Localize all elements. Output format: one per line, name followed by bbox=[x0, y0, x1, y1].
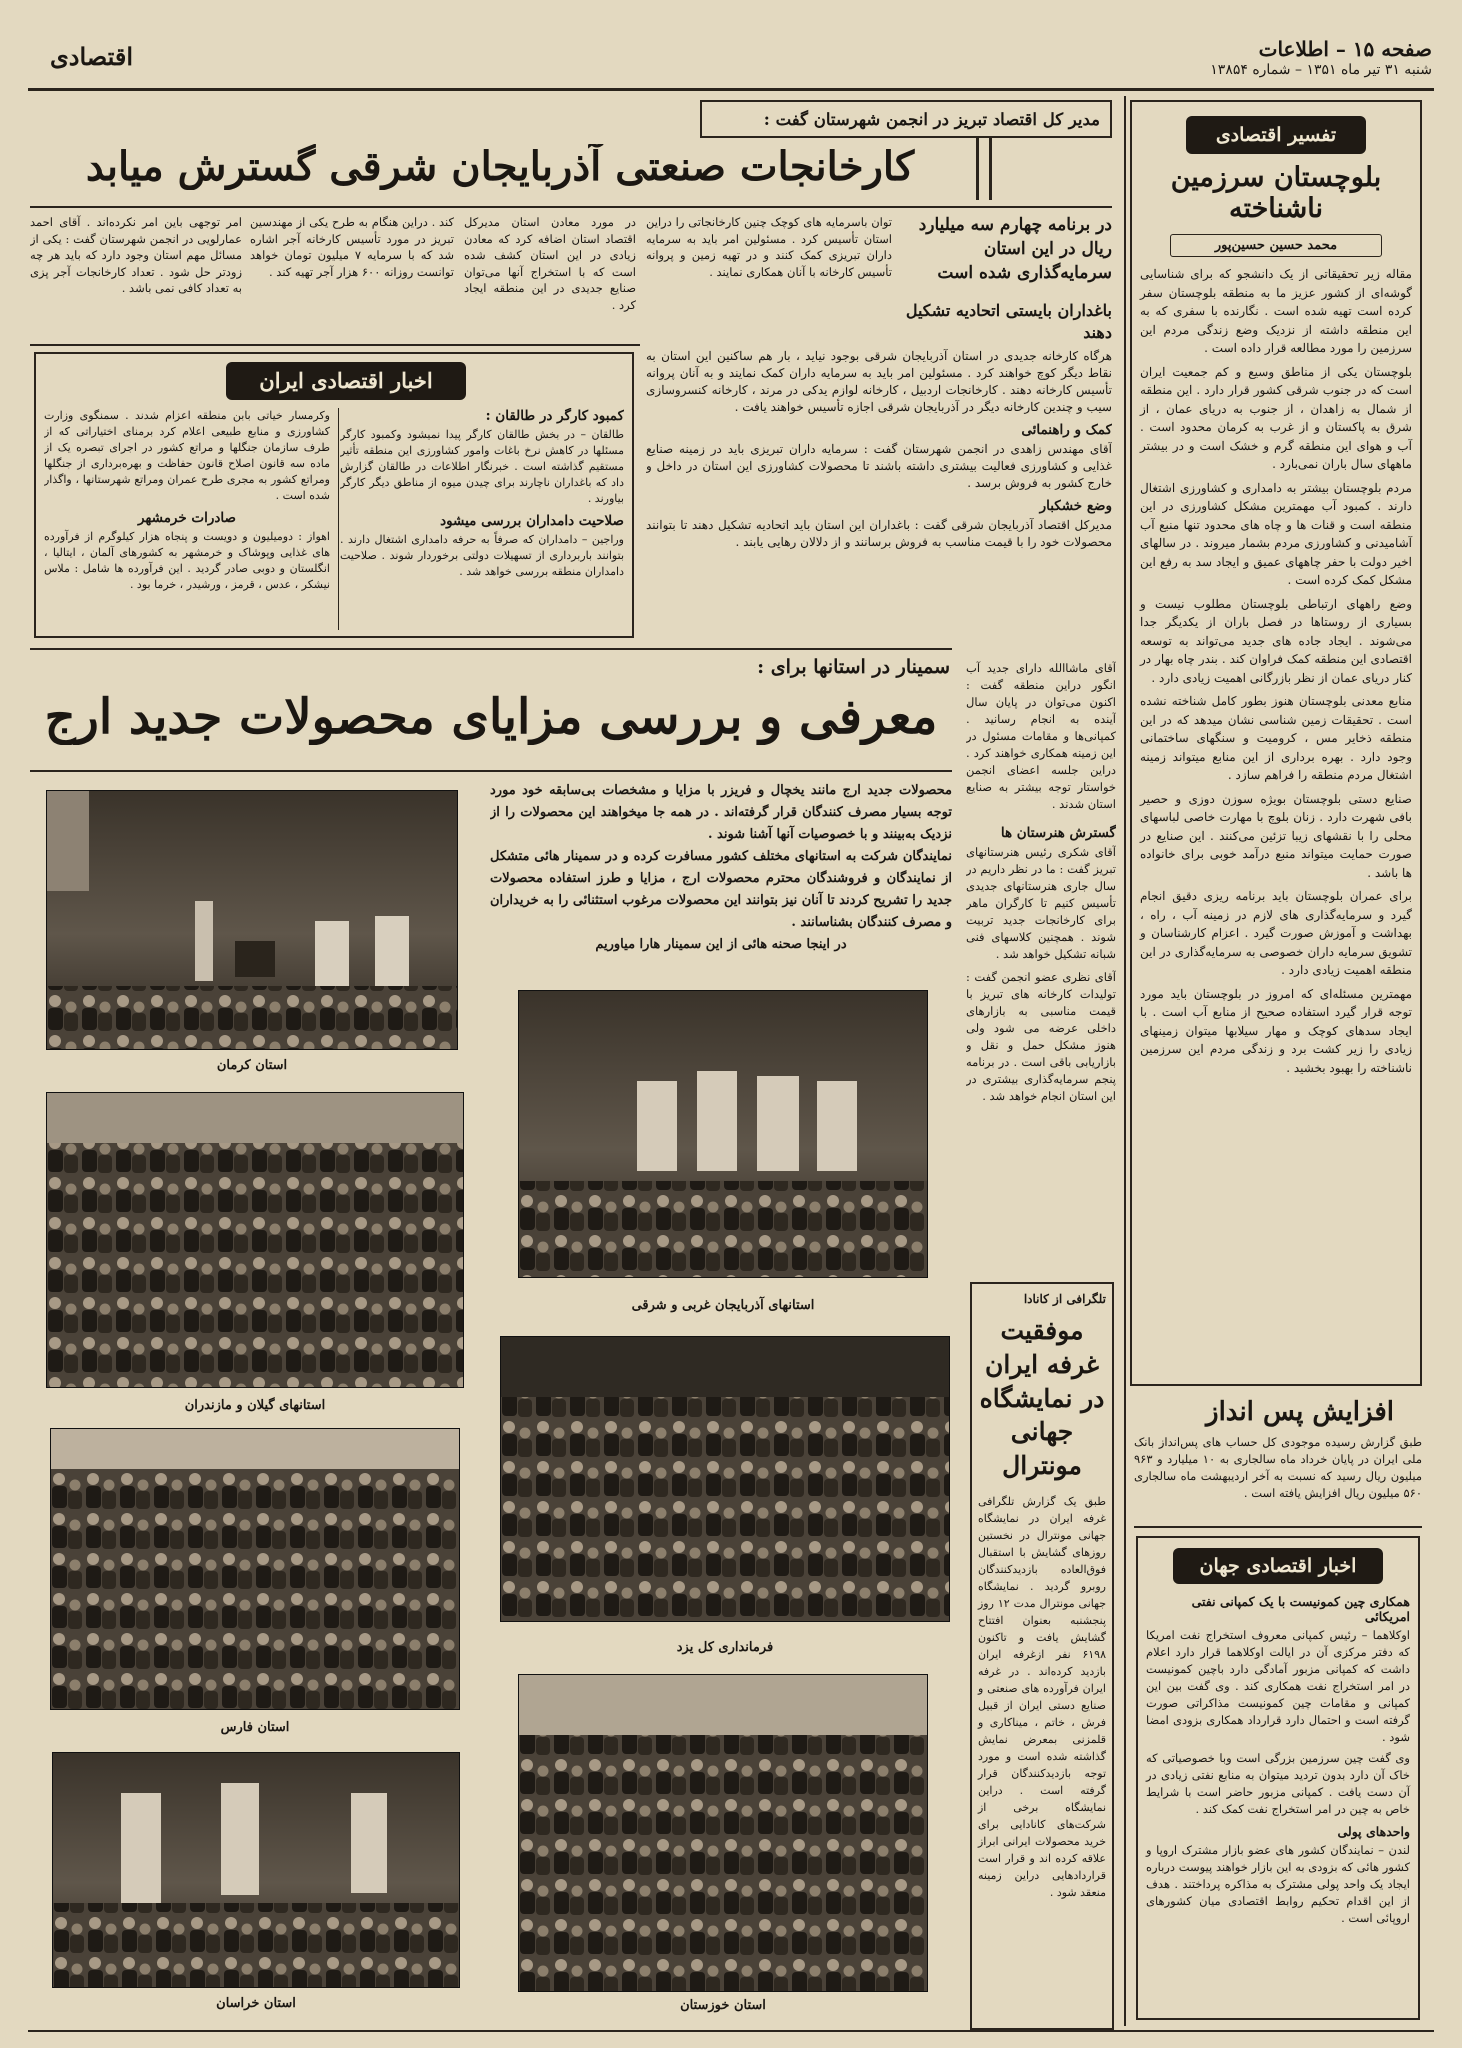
section-label: اقتصادی bbox=[50, 42, 133, 71]
tabriz-text: آقای ماشاالله دارای جدید آب انگور دراین منطقه گفت : اکنون می‌توان در پایان سال آینده به انجام رسانید . کمپانی‌ها و مقامات مسئول در این زمینه همکاری خواهند کرد . دراین جلسه اعضای انجمن خواستار توجه بیشتر به صنایع استان شدند . bbox=[966, 661, 1116, 811]
tabriz-col bbox=[646, 348, 1112, 648]
photo-khuzestan bbox=[518, 1674, 928, 1992]
baluchistan-paragraph: مهمترین مسئله‌ای که امروز در بلوچستان باید مورد توجه قرار گیرد استفاده صحیح از منابع آب است . با ایجاد سدهای کوچک و مهار سیلابها میتوان زمینهای زیادی را زیر کشت برد و زندگی مردم این سرزمین ناشناخته را بهبود بخشید . bbox=[1140, 986, 1412, 1075]
montreal-kicker: تلگرافی از کانادا bbox=[1023, 1292, 1106, 1306]
tabriz-text: در مورد معادن استان مدیرکل اقتصاد استان اضافه کرد که معادن زیادی در این استان کشف شده است که با استخراج آنها می‌توان صنایع جدیدی در این منطقه ایجاد کرد . bbox=[464, 215, 636, 312]
photo-yazd-image bbox=[500, 1337, 949, 1622]
tabriz-text: آقای مهندس زاهدی در انجمن شهرستان گفت : سرمایه داران تبریزی باید در زمینه صنایع غذایی و کشاورزی فعالیت بیشتری داشته باشند تا محصولات کشاورزی این استان در داخل و خارج کشور به فروش برسد . bbox=[646, 442, 1112, 490]
iran-news-item-body: طالقان – در بخش طالقان کارگر پیدا نمیشود وکمبود کارگر مسئلها در کاهش نرخ باغات وامور کشاورزی این منطقه تأثیر مستقیم گذاشته است . خبرنگار اطلاعات در طالقان گزارش داد که باغداران ناچارند برای چیدن میوه از مناطق دیگر کارگر بیاورند . bbox=[340, 428, 624, 505]
caption-azerbaijan: استانهای آذربایجان غربی و شرقی bbox=[631, 1298, 815, 1313]
iran-news-item-body: اهواز : دومیلیون و دویست و پنجاه هزار کیلوگرم از فرآورده های غذایی وپوشاک و خرمشهر به کشورهای آلمان ، ایتالیا ، انگلستان و دوبی صادر گردید . این فرآورده ها شامل : ملاس نیشکر ، عدس ، قرمز ، ورشیدر ، خرما بود . bbox=[44, 530, 330, 591]
photo-khorasan-image bbox=[52, 1753, 459, 1988]
tabriz-text: مدیرکل اقتصاد آذربایجان شرقی گفت : باغداران این استان باید اتحادیه تشکیل دهند تا بتوانند محصولات خود را با قیمت مناسب به فروش برسانند و از دلالان رهایی یابند . bbox=[646, 518, 1112, 549]
tabriz-text: هرگاه کارخانه جدیدی در استان آذربایجان شرقی بوجود نیاید ، بار هم ساکنین این استان به نقاط دیگر کوچ خواهند کرد . مسئولین امر باید به سرمایه داران کمک نمایند و به آنان پروانه تأسیس کارخانه دهند . کارخانجات اردبیل ، کارخانه لوازم یدکی در مرند ، کارخانه کنسروسازی سیب و چندین کارخانه دیگر در آذربایجان شرقی اجازه تأسیس خواهند یافت . bbox=[646, 349, 1112, 414]
iran-news-item-body: وکرمسار خیاتی بابن منطقه اعزام شدند . سمنگوی وزارت کشاورزی و منابع طبیعی اعلام کرد برمنای اختیاراتی که از طرف سازمان جنگلها و مراتع کشور در اجرای تبصره یک از ماده سه قانون اصلاح قانون حفاظت و بهره‌برداری از جنگلها ومراتع کشور به مجری طرح عمران ومراتع شهرستانها ، واگذار شده است . bbox=[44, 409, 330, 502]
savings-body: طبق گزارش رسیده موجودی کل حساب های پس‌انداز بانک ملی ایران در پایان خرداد ماه سالجاری به ۱۰ میلیارد و ۹۶۳ میلیون ریال رسید که نسبت به آخر اردیبهشت ماه سالجاری ۵۶۰ میلیون ریال افزایش یافته است . bbox=[1134, 1434, 1422, 1500]
baluchistan-paragraph: مردم بلوچستان بیشتر به دامداری و کشاورزی اشتغال دارند . کمبود آب مهمترین مشکل کشاورزی در این منطقه است و قنات ها و چاه های محدود تنها منبع آب آشامیدنی و کشاورزی مردم بشمار میروند . در سالهای اخیر دولت با حفر چاههای عمیق و ایجاد سد به رفع این مشکل کمک کرده است . bbox=[1140, 480, 1412, 588]
column-rule-right bbox=[1124, 96, 1126, 2026]
baluchistan-headline: بلوچستان سرزمین ناشناخته bbox=[1170, 162, 1382, 225]
tabriz-headline-block bbox=[30, 138, 1112, 204]
caption-fars: استان فارس bbox=[220, 1720, 290, 1735]
baluchistan-paragraph: وضع راههای ارتباطی بلوچستان مطلوب نیست و بسیاری از روستاها در فصل باران از یکدیگر جدا می‌شوند . ایجاد جاده های جدید می‌تواند به توسعه اقتصادی این منطقه کمک فراوان کند . بندر چاه بهار در کنار دریای عمان از نظر بازرگانی اهمیت زیادی دارد . bbox=[1140, 596, 1412, 685]
tabriz-text: کند . دراین هنگام به طرح یکی از مهندسین تبریز در مورد تأسیس کارخانه آجر اشاره شد که با سرمایه ۷ میلیون تومان خواهد توانست روزانه ۶۰۰ هزار آجر تهیه کند . bbox=[250, 215, 454, 279]
world-news-item-body: لندن – نمایندگان کشور های عضو بازار مشترک اروپا و کشور هائی که بزودی به این بازار خواهند پیوست درباره ایجاد یک واحد پولی مشترک به مذاکره پرداختند . هدف از این اقدام تحکیم روابط اقتصادی میان کشورهای اروپائی است . bbox=[1146, 1843, 1410, 1925]
photo-fars bbox=[50, 1428, 460, 1710]
photo-azerbaijan-image bbox=[518, 991, 927, 1278]
tabriz-text: توان باسرمایه های کوچک چنین کارخانجاتی را دراین استان تأسیس کرد . مسئولین امر باید به سرمایه داران تبریزی کمک کنند و در تهیه زمین و پروانه تأسیس کارخانه با آنان همکاری نمایند . bbox=[646, 215, 892, 279]
iran-news-item-title: کمبود کارگر در طالقان : bbox=[485, 408, 624, 424]
montreal-body: طبق یک گزارش تلگرافی غرفه ایران در نمایشگاه جهانی مونترال در نخستین روزهای گشایش با استقبال فوق‌العاده بازدیدکنندگان روبرو گردید . نمایشگاه جهانی مونترال مدت ۱۲ روز پنجشنبه بعنوان افتتاح گشایش یافت و تاکنون ۶۱۹۸ نفر ازغرفه ایران بازدید کرده‌اند . در غرفه ایران فرآورده های صنعتی و صنایع دستی ایران از قبیل فرش ، خاتم ، میناکاری و قلمزنی بمعرض نمایش گذاشته شده است و مورد توجه بازدیدکنندگان قرار گرفته است . دراین نمایشگاه برخی از شرکت‌های کانادایی برای خرید محصولات ایرانی ابراز علاقه کرده اند و قرار است قراردادهایی دراین زمینه منعقد شود . bbox=[978, 1494, 1106, 1899]
seminar-intro-text: در اینجا صحنه هائی از این سمینار هارا میاوریم bbox=[595, 937, 847, 952]
baluchistan-paragraph: برای عمران بلوچستان باید برنامه ریزی دقیق انجام گیرد و سرمایه‌گذاری های لازم در زمینه آب ، راه ، بهداشت و آموزش صورت گیرد . اعزام کارشناسان و تشویق سرمایه داران خصوصی به سرمایه‌گذاری در این منطقه اهمیت زیادی دارد . bbox=[1140, 889, 1412, 978]
baluchistan-paragraph: صنایع دستی بلوچستان بویژه سوزن دوزی و حصیر بافی شهرت دارد . زنان بلوچ با مهارت خاصی لباسهای محلی را با نقشهای زیبا تزئین می‌کنند . این صنایع در صورت حمایت میتواند منبع درآمد خوبی برای خانواده ها باشد . bbox=[1140, 791, 1412, 880]
tabriz-sub-heading: کمک و راهنمائی bbox=[1021, 422, 1112, 438]
savings-headline: افزایش پس انداز bbox=[1206, 1398, 1394, 1427]
world-news-title: اخبار اقتصادی جهان bbox=[1173, 1548, 1383, 1584]
caption-kerman: استان کرمان bbox=[216, 1058, 288, 1073]
montreal-headline: موفقیت غرفه ایران در نمایشگاه جهانی مونترال bbox=[979, 1316, 1105, 1480]
tabriz-kicker-box bbox=[700, 100, 1112, 138]
photo-yazd bbox=[500, 1336, 950, 1622]
baluchistan-paragraph: مقاله زیر تحقیقاتی از یک دانشجو که برای شناسایی گوشه‌ای از کشور عزیز ما به منطقه بلوچستان سفر کرده است تهیه شده است . نگارنده با سفری که به این منطقه داشته از نزدیک وضع زندگی مردم این سرزمین را مورد مطالعه قرار داده است . bbox=[1140, 267, 1412, 356]
photo-gilan bbox=[46, 1092, 464, 1388]
photo-fars-image bbox=[50, 1429, 459, 1710]
page-number-line: صفحه ۱۵ – اطلاعات bbox=[1258, 38, 1432, 60]
world-news-box bbox=[1136, 1536, 1420, 2020]
world-news-item-body: وی گفت چین سرزمین بزرگی است وبا خصوصیاتی که خاک آن دارد بدون تردید میتوان به منابع نفتی زیادی در آن دست یافت . کمپانی مزبور حاضر است با شرایط خاص به چین در امر استخراج نفت کمک کند . bbox=[1146, 1751, 1410, 1816]
iran-news-col-rule bbox=[338, 408, 339, 630]
photo-azerbaijan bbox=[518, 990, 928, 1278]
iran-news-title: اخبار اقتصادی ایران bbox=[226, 362, 466, 400]
seminar-kicker: سمینار در استانها برای : bbox=[757, 656, 950, 678]
seminar-top-rule bbox=[30, 648, 952, 650]
seminar-intro-text: نمایندگان شرکت به استانهای مختلف کشور مسافرت کرده و در سمینار هائی متشکل از نمایندگان و فروشندگان محترم محصولات ارج ، مزایا و طرز استفاده محصولات جدید را تشریح کردند تا آنان نیز بتوانند این محصولات مرغوب استثنائی را به خریداران و مصرف کنندگان بشناسانند . bbox=[490, 849, 952, 930]
tabriz-col bbox=[464, 214, 636, 338]
montreal-article bbox=[970, 1282, 1114, 2030]
headline-bars bbox=[976, 138, 992, 200]
baluchistan-paragraph: بلوچستان یکی از مناطق وسیع و کم جمعیت ایران است که در جنوب شرقی کشور قرار دارد . این منطقه از شمال به زاهدان ، از جنوب به دریای عمان ، از شرق به پاکستان و از غرب به کرمان محدود است . آب و هوای این منطقه گرم و خشک است و در بیشتر ماههای سال باران نمی‌بارد . bbox=[1140, 364, 1412, 472]
bottom-rule bbox=[28, 2030, 1434, 2032]
page-header bbox=[30, 34, 1432, 86]
iran-news-right-col bbox=[340, 408, 624, 634]
tabriz-col bbox=[30, 214, 242, 338]
tabriz-col bbox=[250, 214, 454, 338]
photo-kerman bbox=[46, 790, 458, 1050]
tabriz-sub-heading: وضع خشکبار bbox=[1039, 498, 1112, 514]
seminar-intro bbox=[490, 780, 952, 980]
tabriz-subhead-col bbox=[900, 300, 1112, 352]
tabriz-sub-heading: گسترش هنرستان ها bbox=[1000, 825, 1116, 841]
baluchistan-box-title: تفسیر اقتصادی bbox=[1186, 116, 1366, 154]
photo-gilan-image bbox=[46, 1093, 463, 1388]
savings-article bbox=[1134, 1398, 1422, 1522]
iran-news-box bbox=[34, 352, 634, 638]
caption-yazd: فرمانداری کل یزد bbox=[676, 1640, 774, 1655]
tabriz-kicker: مدیر کل اقتصاد تبریز در انجمن شهرستان گفت : bbox=[763, 110, 1100, 129]
seminar-intro-text: محصولات جدید ارج مانند یخچال و فریزر با مزایا و مشخصات بی‌سابقه خود مورد توجه بسیار مصرف کنندگان قرار گرفته‌اند . در همه جا میخواهند این محصولات را از نزدیک به‌بینند و با خصوصیات آنها آشنا شوند . bbox=[490, 783, 952, 842]
seminar-headline-rule bbox=[30, 770, 952, 772]
tabriz-headline-rule bbox=[30, 206, 1112, 208]
seminar-headline: معرفی و بررسی مزایای محصولات جدید ارج bbox=[44, 690, 938, 745]
caption-khuzestan: استان خوزستان bbox=[680, 1998, 766, 2013]
iran-news-left-col bbox=[44, 408, 330, 634]
date-line: شنبه ۳۱ تیر ماه ۱۳۵۱ – شماره ۱۳۸۵۴ bbox=[1210, 62, 1432, 78]
baluchistan-article bbox=[1130, 100, 1422, 1386]
photo-khorasan bbox=[52, 1752, 460, 1988]
caption-gilan: استانهای گیلان و مازندران bbox=[184, 1398, 326, 1413]
tabriz-text: آقای شکری رئیس هنرستانهای تبریز گفت : ما در نظر داریم در سال جاری هنرستانهای جدیدی تأسیس کنیم تا کارگران ماهر برای کارخانجات جدید تربیت شوند . همچنین کلاسهای فنی شبانه تشکیل خواهد شد . bbox=[966, 845, 1116, 961]
world-news-item-title: واحدهای پولی bbox=[1337, 1824, 1410, 1839]
iran-news-item-title: صلاحیت دامداران بررسی میشود bbox=[440, 513, 624, 529]
iran-news-item-body: وراجین – دامداران که صرفاً به حرفه دامداری اشتغال دارند . بتوانند باربرداری از تسهیلات دولتی برخوردار شوند . صلاحیت دامداران منطقه بررسی خواهد شد . bbox=[340, 533, 624, 578]
tabriz-subhead: باغداران بایستی اتحادیه تشکیل دهند bbox=[905, 301, 1112, 343]
world-news-item-body: اوکلاهما – رئیس کمپانی معروف استخراج نفت امریکا که دفتر مرکزی آن در ایالت اوکلاهما قرار دارد اعلام داشت که کمپانی مزبور آمادگی دارد باچین کمونیست در امر استخراج نفت همکاری کند . وی گفت بین این کمپانی و مقامات چین کمونیست مذاکراتی صورت گرفته است و احتمال دارد قرارداد همکاری بزودی امضا شود . bbox=[1146, 1628, 1410, 1744]
tabriz-subhead: در برنامه چهارم سه میلیارد ریال در این استان سرمایه‌گذاری شده است bbox=[918, 215, 1112, 283]
baluchistan-author: محمد حسین حسین‌پور bbox=[1170, 234, 1382, 257]
iran-news-item-title: صادرات خرمشهر bbox=[137, 510, 236, 526]
photo-khuzestan-image bbox=[518, 1675, 927, 1992]
baluchistan-paragraph: منابع معدنی بلوچستان هنوز بطور کامل شناخته نشده است . تحقیقات زمین شناسی نشان میدهد که در این منطقه ذخایر مس ، کرومیت و سنگهای ساختمانی وجود دارد . بهره برداری از این منابع میتواند زمینه اشتغال مردم منطقه را فراهم سازد . bbox=[1140, 694, 1412, 783]
savings-rule bbox=[1134, 1526, 1422, 1528]
tabriz-text: امر توجهی باین امر نکرده‌اند . آقای احمد عمارلویی در انجمن شهرستان گفت : یکی از مسائل مهم استان وجود دارد که باید هر چه زودتر حل شود . تعداد کارخانجات آجر پزی به تعداد کافی نمی باشد . bbox=[30, 215, 242, 295]
tabriz-headline: کارخانجات صنعتی آذربایجان شرقی گسترش میابد bbox=[85, 144, 915, 190]
world-news-item-title: همکاری چین کمونیست با یک کمپانی نفتی امریکائی bbox=[1191, 1594, 1410, 1624]
tabriz-divider bbox=[30, 344, 640, 346]
caption-khorasan: استان خراسان bbox=[216, 1996, 296, 2011]
tabriz-col bbox=[646, 214, 892, 338]
photo-kerman-image bbox=[46, 791, 457, 1050]
tabriz-text: آقای نظری عضو انجمن گفت : تولیدات کارخانه های تبریز با قیمت مناسبی به بازارهای داخلی عرضه می شود ولی هنوز مشکل حمل و نقل و بازاریابی باقی است . در برنامه پنجم سرمایه‌گذاری بیشتری در این استان انجام خواهد شد . bbox=[966, 970, 1116, 1103]
baluchistan-body bbox=[1140, 265, 1412, 1077]
masthead-rule bbox=[28, 88, 1434, 91]
